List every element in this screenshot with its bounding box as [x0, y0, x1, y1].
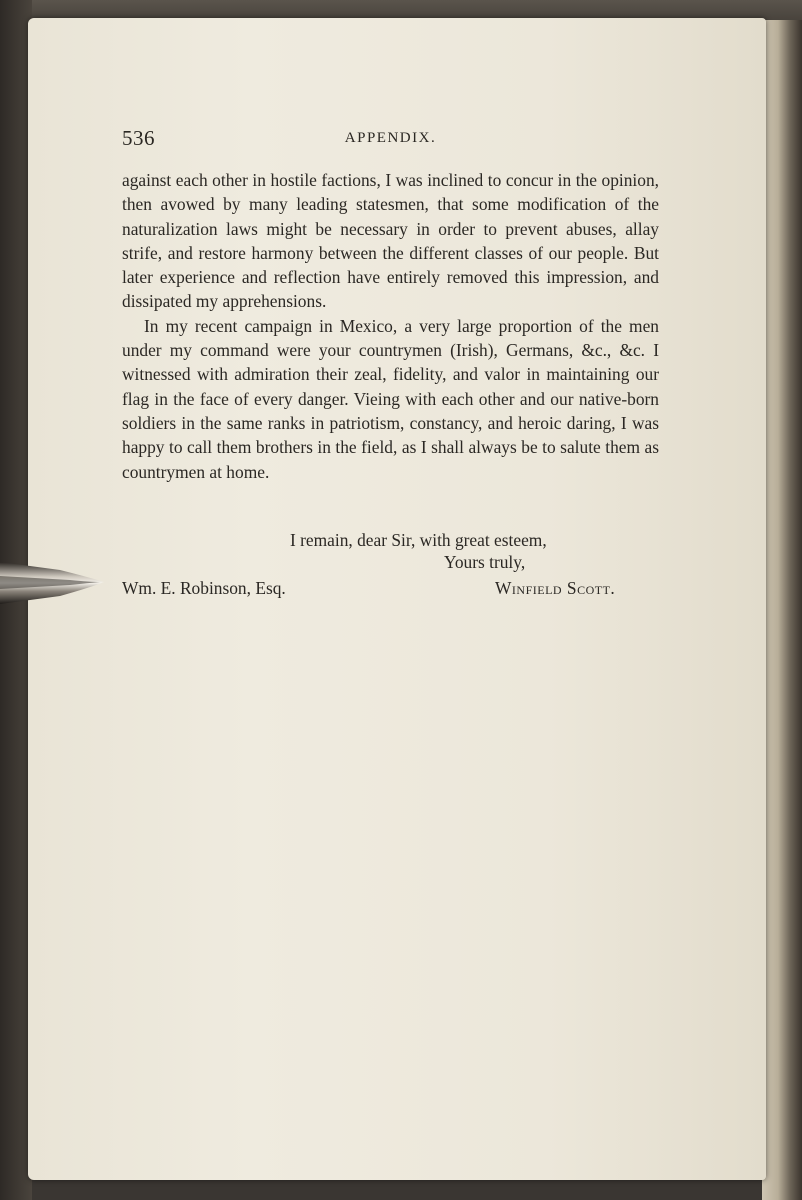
page-number: 536: [122, 126, 155, 150]
running-head: APPENDIX.: [344, 130, 437, 146]
addressee: Wm. E. Robinson, Esq.: [122, 578, 286, 598]
pen-tip-pointer: [0, 556, 104, 608]
page-header: [122, 126, 659, 156]
book-page-edges: [762, 20, 802, 1200]
closing-salutation: I remain, dear Sir, with great esteem,: [290, 530, 547, 550]
paragraph: against each other in hostile factions, I was inclined to concur in the opinion, then avowed by many leading statesmen, that some modification of the naturalization laws might be necessary in order to prevent abuses, allay strife, and restore harmony between the different classes of our people. But later experience and reflection have entirely removed this impression, and dissipated my apprehensions.: [122, 170, 659, 312]
closing-valediction: Yours truly,: [444, 552, 526, 572]
body-text: [122, 168, 659, 484]
paragraph: In my recent campaign in Mexico, a very large proportion of the men under my command were your countrymen (Irish), Germans, &c., &c. I witnessed with admiration their zeal, fidelity, and valor in maintaining our flag in the face of every danger. Vieing with each other and our native-born soldiers in the same ranks in patriotism, constancy, and heroic daring, I was happy to call them brothers in the field, as I shall always be to salute them as countrymen at home.: [122, 315, 659, 482]
signature: Winfield Scott.: [495, 578, 616, 598]
